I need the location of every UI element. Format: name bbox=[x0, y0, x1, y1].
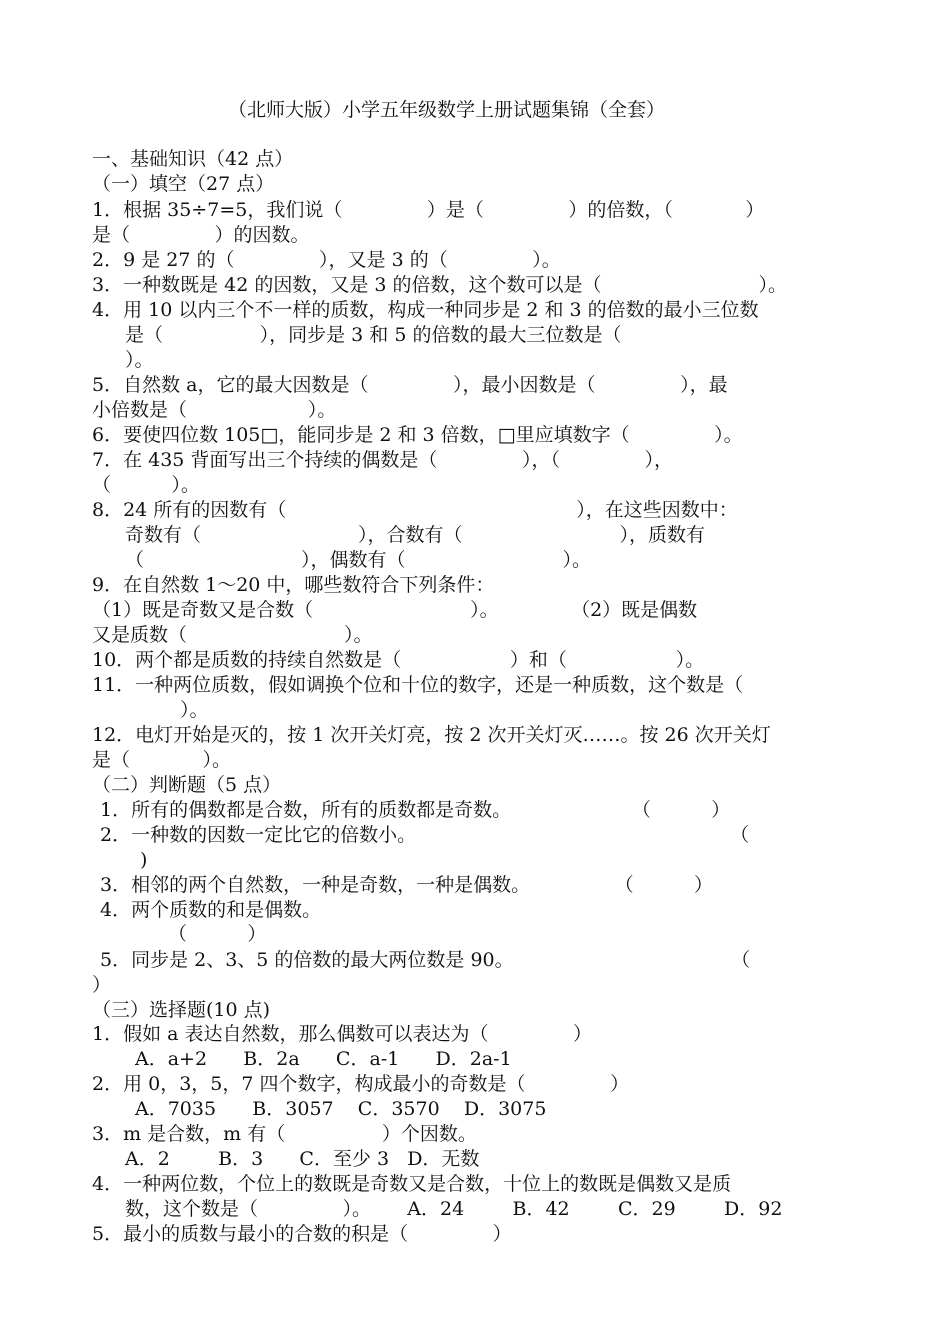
question-line: 7．在 435 背面写出三个持续的偶数是（ ），（ ）， bbox=[92, 449, 674, 471]
judgement-item: 5．同步是 2、3、5 的倍数的最大两位数是 90。 （ bbox=[100, 949, 751, 971]
question-line: 3．一种数既是 42 的因数，又是 3 的倍数，这个数可以是（ ）。 bbox=[92, 274, 788, 296]
section-heading: 一、基础知识（42 点） bbox=[92, 148, 294, 170]
choice-options: A．7035 B．3057 C．3570 D．3075 bbox=[135, 1098, 547, 1120]
judgement-item: 2．一种数的因数一定比它的倍数小。 （ bbox=[100, 824, 750, 846]
question-line: ）。 bbox=[125, 349, 154, 371]
judgement-item: （ ） bbox=[168, 923, 267, 945]
question-line: 又是质数（ ）。 bbox=[92, 624, 373, 646]
judgement-item: 4．两个质数的和是偶数。 bbox=[100, 899, 322, 921]
question-line: （ ），偶数有（ ）。 bbox=[125, 549, 592, 571]
question-line: 9．在自然数 1～20 中，哪些数符合下列条件： bbox=[92, 574, 495, 596]
choice-question: 1．假如 a 表达自然数，那么偶数可以表达为（ ） bbox=[92, 1023, 593, 1045]
question-line: 是（ ）。 bbox=[92, 749, 231, 771]
subsection-heading: （二）判断题（5 点） bbox=[92, 774, 282, 796]
subsection-heading: （三）选择题(10 点) bbox=[92, 999, 271, 1021]
choice-question: 5．最小的质数与最小的合数的积是（ ） bbox=[92, 1223, 512, 1245]
judgement-item: 3．相邻的两个自然数，一种是奇数，一种是偶数。 （ ） bbox=[100, 874, 714, 896]
question-line: 11．一种两位质数，假如调换个位和十位的数字，还是一种质数，这个数是（ bbox=[92, 674, 744, 696]
question-line: 小倍数是（ ）。 bbox=[92, 399, 337, 421]
question-line: 10．两个都是质数的持续自然数是（ ）和（ ）。 bbox=[92, 649, 705, 671]
question-line: 5．自然数 a，它的最大因数是（ ），最小因数是（ ），最 bbox=[92, 374, 728, 396]
choice-question: 数，这个数是（ ）。 A．24 B．42 C．29 D．92 bbox=[125, 1198, 783, 1220]
question-line: 1．根据 35÷7=5，我们说（ ）是（ ）的倍数，（ ） bbox=[92, 199, 765, 221]
question-line: 是（ ），同步是 3 和 5 的倍数的最大三位数是（ bbox=[125, 324, 622, 346]
judgement-item: ) bbox=[140, 849, 148, 871]
choice-question: 4．一种两位数，个位上的数既是奇数又是合数，十位上的数既是偶数又是质 bbox=[92, 1173, 732, 1195]
question-line: 8．24 所有的因数有（ ），在这些因数中： bbox=[92, 499, 738, 521]
subsection-heading: （一）填空（27 点） bbox=[92, 173, 275, 195]
question-line: ）。 bbox=[180, 699, 209, 721]
choice-question: 3．m 是合数，m 有（ ）个因数。 bbox=[92, 1123, 477, 1145]
judgement-item: 1．所有的偶数都是合数，所有的质数都是奇数。 （ ） bbox=[100, 799, 731, 821]
question-line: 12．电灯开始是灭的，按 1 次开关灯亮，按 2 次开关灯灭……。按 26 次开关灯 bbox=[92, 724, 771, 746]
question-line: 6．要使四位数 105□，能同步是 2 和 3 倍数，□里应填数字（ ）。 bbox=[92, 424, 743, 446]
choice-question: 2．用 0，3，5，7 四个数字，构成最小的奇数是（ ） bbox=[92, 1073, 630, 1095]
question-line: （ ）。 bbox=[92, 474, 200, 496]
question-line: 2．9 是 27 的（ ），又是 3 的（ ）。 bbox=[92, 249, 561, 271]
choice-options: A．2 B．3 C．至少 3 D．无数 bbox=[125, 1148, 480, 1170]
question-line: 4．用 10 以内三个不一样的质数，构成一种同步是 2 和 3 的倍数的最小三位数 bbox=[92, 299, 759, 321]
question-line: 奇数有（ ），合数有（ ），质数有 bbox=[125, 524, 706, 546]
document-title: （北师大版）小学五年级数学上册试题集锦（全套） bbox=[228, 99, 666, 121]
choice-options: A．a+2 B．2a C．a-1 D．2a-1 bbox=[135, 1048, 512, 1070]
judgement-item: ） bbox=[92, 974, 112, 996]
question-line: 是（ ）的因数。 bbox=[92, 224, 310, 246]
question-line: （1）既是奇数又是合数（ ）。 （2）既是偶数 bbox=[92, 599, 698, 621]
